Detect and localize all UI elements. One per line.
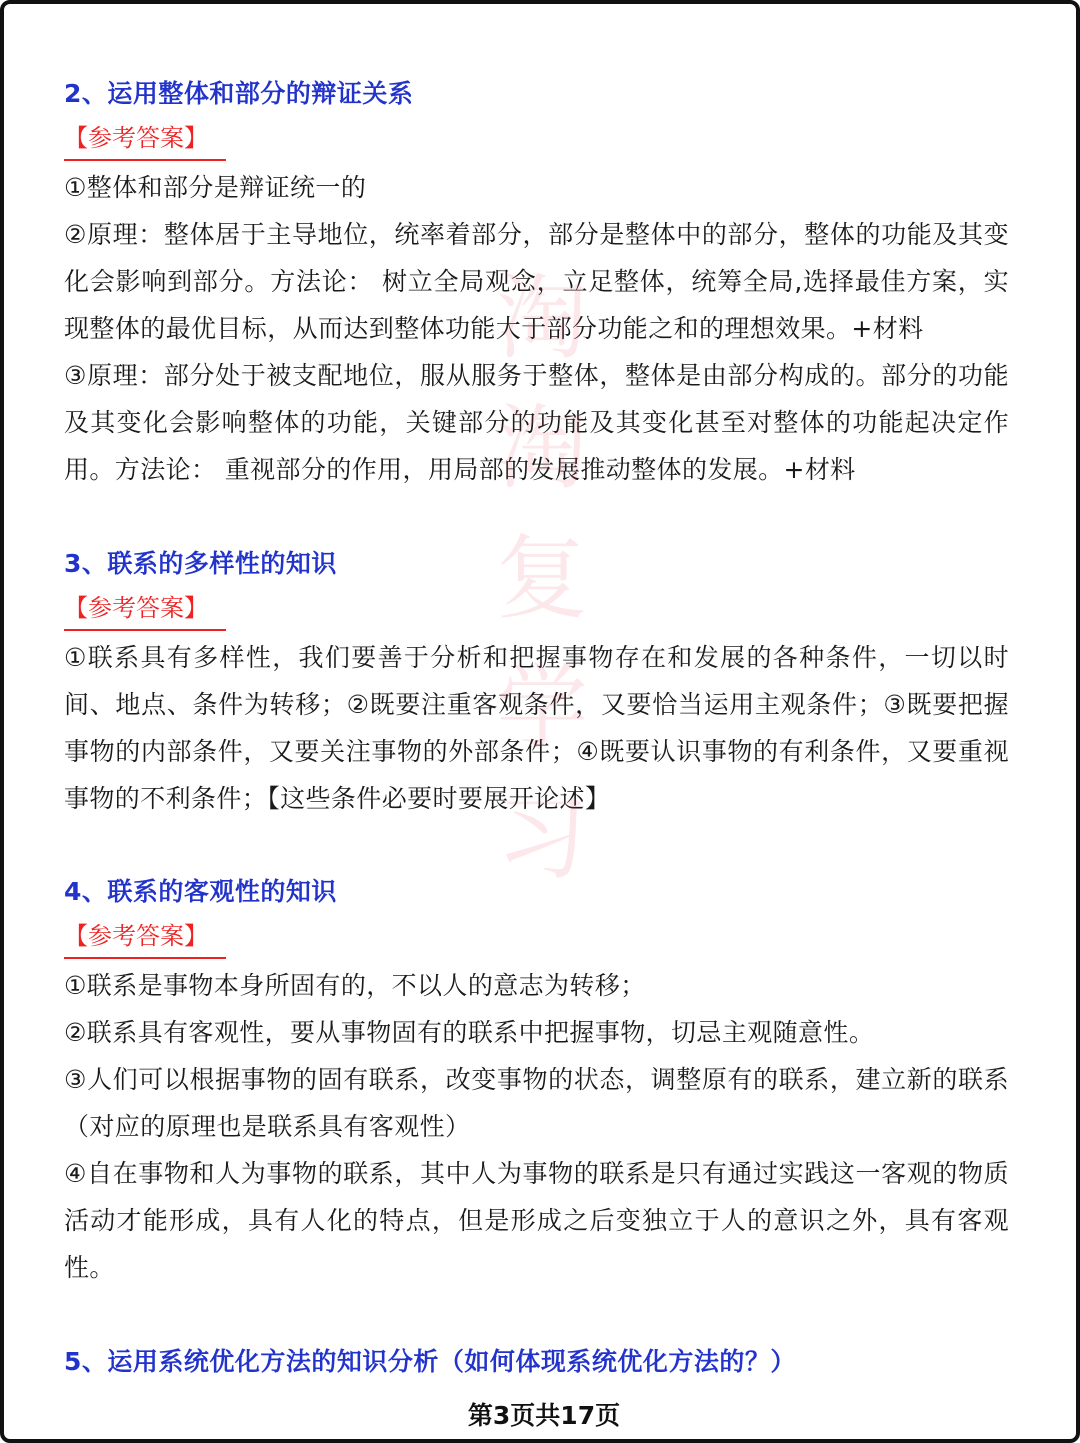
answer-label: 【参考答案】 bbox=[64, 117, 226, 161]
answer-label: 【参考答案】 bbox=[64, 587, 226, 631]
section-heading: 3、联系的多样性的知识 bbox=[64, 549, 337, 578]
section-heading: 2、运用整体和部分的辩证关系 bbox=[64, 79, 414, 108]
paragraph: ②原理：整体居于主导地位，统率着部分，部分是整体中的部分，整体的功能及其变化会影响到部分。方法论： 树立全局观念，立足整体，统筹全局,选择最佳方案，实现整体的最优目标，从而达到整体功能大于部分功能之和的理想效果。+材料 bbox=[64, 220, 1009, 343]
watermark-char: 淘 bbox=[495, 265, 588, 372]
watermark-char: 复 bbox=[495, 525, 588, 632]
paragraph: ③原理：部分处于被支配地位，服从服务于整体，整体是由部分构成的。部分的功能及其变化会影响整体的功能，关键部分的功能及其变化甚至对整体的功能起决定作用。方法论： 重视部分的作用，用局部的发展推动整体的发展。+材料 bbox=[64, 361, 1009, 484]
watermark-char: 学 bbox=[495, 655, 588, 762]
section-heading: 4、联系的客观性的知识 bbox=[64, 877, 337, 906]
page-number: 第3页共17页 bbox=[467, 1401, 621, 1430]
paragraph: ④自在事物和人为事物的联系，其中人为事物的联系是只有通过实践这一客观的物质活动才能形成，具有人化的特点，但是形成之后变独立于人的意识之外，具有客观性。 bbox=[64, 1159, 1009, 1282]
paragraph: ①联系是事物本身所固有的，不以人的意志为转移； bbox=[64, 971, 646, 1000]
section-4 bbox=[64, 868, 1009, 1291]
section-5 bbox=[64, 1338, 1009, 1385]
section-3 bbox=[64, 540, 1009, 822]
watermark-char: 习 bbox=[495, 785, 588, 892]
paragraph: ②联系具有客观性，要从事物固有的联系中把握事物，切忌主观随意性。 bbox=[64, 1018, 875, 1047]
section-heading: 5、运用系统优化方法的知识分析（如何体现系统优化方法的？） bbox=[64, 1347, 796, 1376]
paragraph: ①联系具有多样性，我们要善于分析和把握事物存在和发展的各种条件，一切以时间、地点、条件为转移；②既要注重客观条件，又要恰当运用主观条件；③既要把握事物的内部条件，又要关注事物的外部条件；④既要认识事物的有利条件，又要重视事物的不利条件；【这些条件必要时要展开论述】 bbox=[64, 643, 1009, 813]
answer-label: 【参考答案】 bbox=[64, 915, 226, 959]
paragraph: ③人们可以根据事物的固有联系，改变事物的状态，调整原有的联系，建立新的联系（对应的原理也是联系具有客观性） bbox=[64, 1065, 1009, 1141]
watermark-char: 淘 bbox=[495, 395, 588, 502]
paragraph: ①整体和部分是辩证统一的 bbox=[64, 173, 367, 202]
section-2 bbox=[64, 70, 1009, 493]
